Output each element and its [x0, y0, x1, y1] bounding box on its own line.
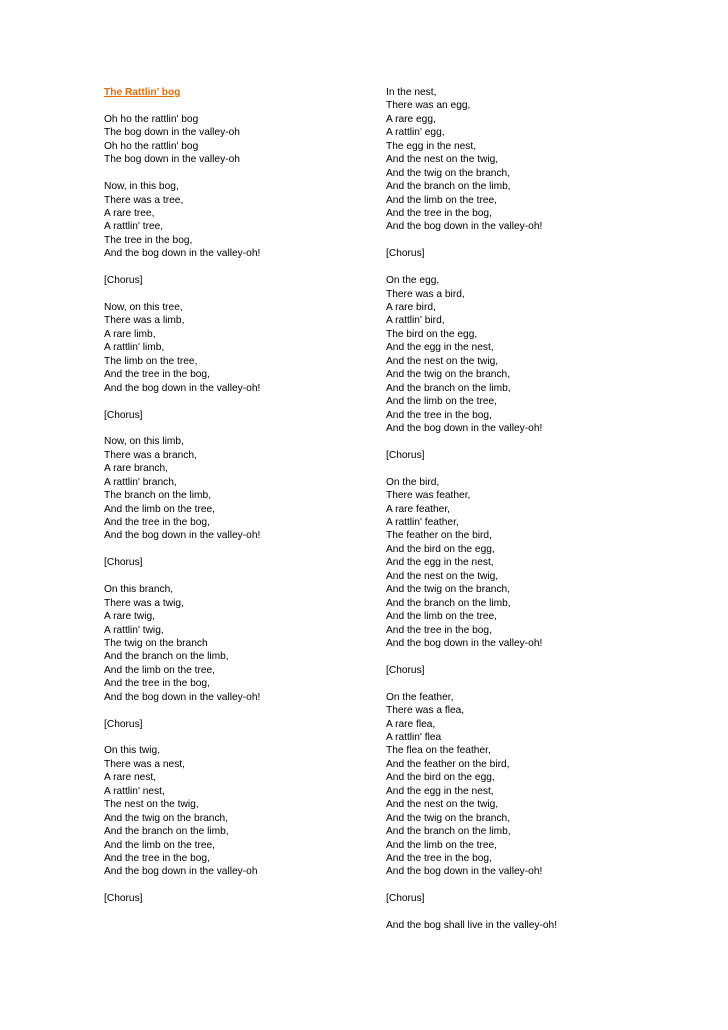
right-lyrics-lines — [386, 86, 686, 933]
lyric-line: There was a branch, — [104, 449, 197, 461]
lyric-line: And the twig on the branch, — [386, 812, 511, 824]
blank-line — [386, 462, 686, 475]
lyric-line: And the bog down in the valley-oh! — [386, 637, 543, 649]
lyric-line: A rare limb, — [104, 328, 156, 340]
blank-line — [104, 879, 374, 892]
lyric-line: On this branch, — [104, 584, 174, 596]
lyric-line: On the egg, — [386, 275, 440, 287]
lyric-line: And the tree in the bog, — [104, 369, 210, 381]
lyric-line: On the feather, — [386, 691, 454, 703]
lyric-line: A rare feather, — [386, 503, 450, 515]
lyric-line: And the limb on the tree, — [104, 503, 215, 515]
lyrics-right-column — [386, 86, 686, 933]
lyric-line: A rattlin' branch, — [104, 476, 177, 488]
lyric-line: There was a tree, — [104, 194, 184, 206]
blank-line — [386, 234, 686, 247]
lyrics-left-column — [104, 86, 374, 906]
lyric-line: There was a bird, — [386, 288, 465, 300]
lyric-line: And the twig on the branch, — [104, 812, 229, 824]
blank-line — [386, 650, 686, 663]
blank-line — [386, 906, 686, 919]
lyric-line: A rattlin' egg, — [386, 127, 445, 139]
lyric-line: The bog down in the valley-oh — [104, 127, 240, 139]
lyric-line: And the bog down in the valley-oh! — [386, 866, 543, 878]
lyric-line: And the limb on the tree, — [386, 396, 497, 408]
lyric-line: And the egg in the nest, — [386, 342, 494, 354]
lyric-line: A rare twig, — [104, 611, 155, 623]
blank-line — [104, 288, 374, 301]
lyric-line: Oh ho the rattlin' bog — [104, 140, 199, 152]
lyric-line: There was a flea, — [386, 705, 465, 717]
lyric-line: A rattlin' limb, — [104, 342, 165, 354]
lyric-line: A rare branch, — [104, 463, 168, 475]
lyric-line: And the limb on the tree, — [386, 611, 497, 623]
lyric-line: And the twig on the branch, — [386, 369, 511, 381]
chorus-marker: [Chorus] — [104, 557, 143, 569]
lyric-line: Oh ho the rattlin' bog — [104, 113, 199, 125]
lyric-line: There was feather, — [386, 490, 471, 502]
lyric-line: And the limb on the tree, — [104, 664, 215, 676]
chorus-marker: [Chorus] — [386, 664, 425, 676]
blank-line — [104, 570, 374, 583]
blank-line — [104, 422, 374, 435]
lyric-line: The nest on the twig, — [104, 799, 199, 811]
lyric-line: And the tree in the bog, — [386, 409, 492, 421]
chorus-marker: [Chorus] — [386, 449, 425, 461]
lyric-line: Now, in this bog, — [104, 181, 179, 193]
lyric-line: The tree in the bog, — [104, 234, 193, 246]
lyric-line: And the branch on the limb, — [386, 826, 511, 838]
lyric-line: A rare egg, — [386, 113, 436, 125]
lyric-line: The twig on the branch — [104, 637, 208, 649]
lyric-line: And the feather on the bird, — [386, 758, 510, 770]
lyric-line: A rattlin' tree, — [104, 221, 164, 233]
chorus-marker: [Chorus] — [104, 275, 143, 287]
blank-line — [386, 435, 686, 448]
lyric-line: On this twig, — [104, 745, 161, 757]
lyric-line: A rattlin' feather, — [386, 517, 459, 528]
lyric-line: Now, on this tree, — [104, 302, 183, 313]
lyric-line: The branch on the limb, — [104, 490, 212, 502]
blank-line — [386, 261, 686, 274]
chorus-marker: [Chorus] — [104, 893, 143, 905]
blank-line — [386, 677, 686, 690]
lyric-line: And the tree in the bog, — [104, 517, 210, 528]
chorus-marker: [Chorus] — [386, 893, 425, 905]
lyric-line: And the tree in the bog, — [386, 207, 492, 219]
blank-line — [104, 167, 374, 180]
lyric-line: And the branch on the limb, — [386, 597, 511, 609]
lyric-line: A rare nest, — [104, 772, 157, 784]
lyric-line: And the bog down in the valley-oh! — [386, 422, 543, 434]
lyric-line: And the nest on the twig, — [386, 154, 499, 166]
lyric-line: A rare flea, — [386, 718, 436, 730]
lyric-line: And the limb on the tree, — [104, 839, 215, 851]
chorus-marker: [Chorus] — [386, 248, 425, 260]
lyric-line: And the bog shall live in the valley-oh! — [386, 920, 558, 932]
lyric-line: And the tree in the bog, — [386, 852, 492, 864]
lyric-line: The flea on the feather, — [386, 745, 491, 757]
lyric-line: And the twig on the branch, — [386, 167, 511, 179]
lyric-line: And the egg in the nest, — [386, 785, 494, 797]
blank-line — [104, 395, 374, 408]
lyric-line: A rare tree, — [104, 207, 155, 219]
lyric-line: The bird on the egg, — [386, 328, 478, 340]
lyric-line: A rattlin' bird, — [386, 315, 445, 327]
lyric-line: And the bog down in the valley-oh! — [104, 382, 261, 394]
chorus-marker: [Chorus] — [104, 409, 143, 421]
lyric-line: And the tree in the bog, — [104, 678, 210, 690]
lyric-line: And the bog down in the valley-oh! — [104, 691, 261, 703]
blank-line — [104, 704, 374, 717]
blank-line — [104, 99, 374, 112]
lyric-line: There was a twig, — [104, 597, 184, 609]
lyric-line: And the limb on the tree, — [386, 839, 497, 851]
lyric-line: And the bog down in the valley-oh — [104, 866, 258, 878]
lyric-line: And the egg in the nest, — [386, 557, 494, 569]
lyric-line: On the bird, — [386, 476, 440, 488]
blank-line — [104, 731, 374, 744]
lyric-line: And the branch on the limb, — [104, 651, 229, 663]
lyric-line: Now, on this limb, — [104, 436, 184, 448]
lyric-line: And the bog down in the valley-oh! — [104, 530, 261, 542]
song-title: The Rattlin’ bog — [104, 87, 181, 98]
lyric-line: And the bog down in the valley-oh! — [386, 221, 543, 233]
lyric-line: The egg in the nest, — [386, 140, 477, 152]
lyric-line: And the bird on the egg, — [386, 543, 495, 555]
lyric-line: There was an egg, — [386, 100, 471, 112]
lyric-line: And the tree in the bog, — [104, 852, 210, 864]
blank-line — [104, 261, 374, 274]
lyric-line: And the tree in the bog, — [386, 624, 492, 636]
lyric-line: And the bird on the egg, — [386, 772, 495, 784]
lyric-line: And the branch on the limb, — [386, 181, 511, 193]
lyric-line: A rattlin' nest, — [104, 785, 165, 797]
lyric-line: And the twig on the branch, — [386, 584, 511, 596]
chorus-marker: [Chorus] — [104, 718, 143, 730]
lyric-line: And the branch on the limb, — [104, 826, 229, 838]
lyric-line: In the nest, — [386, 87, 437, 98]
lyric-line: And the branch on the limb, — [386, 382, 511, 394]
lyric-line: The limb on the tree, — [104, 355, 198, 367]
left-lyrics-lines — [104, 99, 374, 905]
lyric-line: There was a nest, — [104, 758, 185, 770]
lyric-line: And the bog down in the valley-oh! — [104, 248, 261, 260]
lyric-line: And the nest on the twig, — [386, 355, 499, 367]
lyric-line: The feather on the bird, — [386, 530, 492, 542]
lyric-line: A rattlin' flea — [386, 732, 442, 743]
lyric-line: And the limb on the tree, — [386, 194, 497, 206]
lyric-line: A rattlin' twig, — [104, 624, 164, 636]
blank-line — [386, 879, 686, 892]
lyric-line: The bog down in the valley-oh — [104, 154, 240, 166]
blank-line — [104, 543, 374, 556]
lyric-line: There was a limb, — [104, 315, 185, 327]
lyric-line: A rare bird, — [386, 302, 436, 313]
lyric-line: And the nest on the twig, — [386, 799, 499, 811]
lyric-line: And the nest on the twig, — [386, 570, 499, 582]
